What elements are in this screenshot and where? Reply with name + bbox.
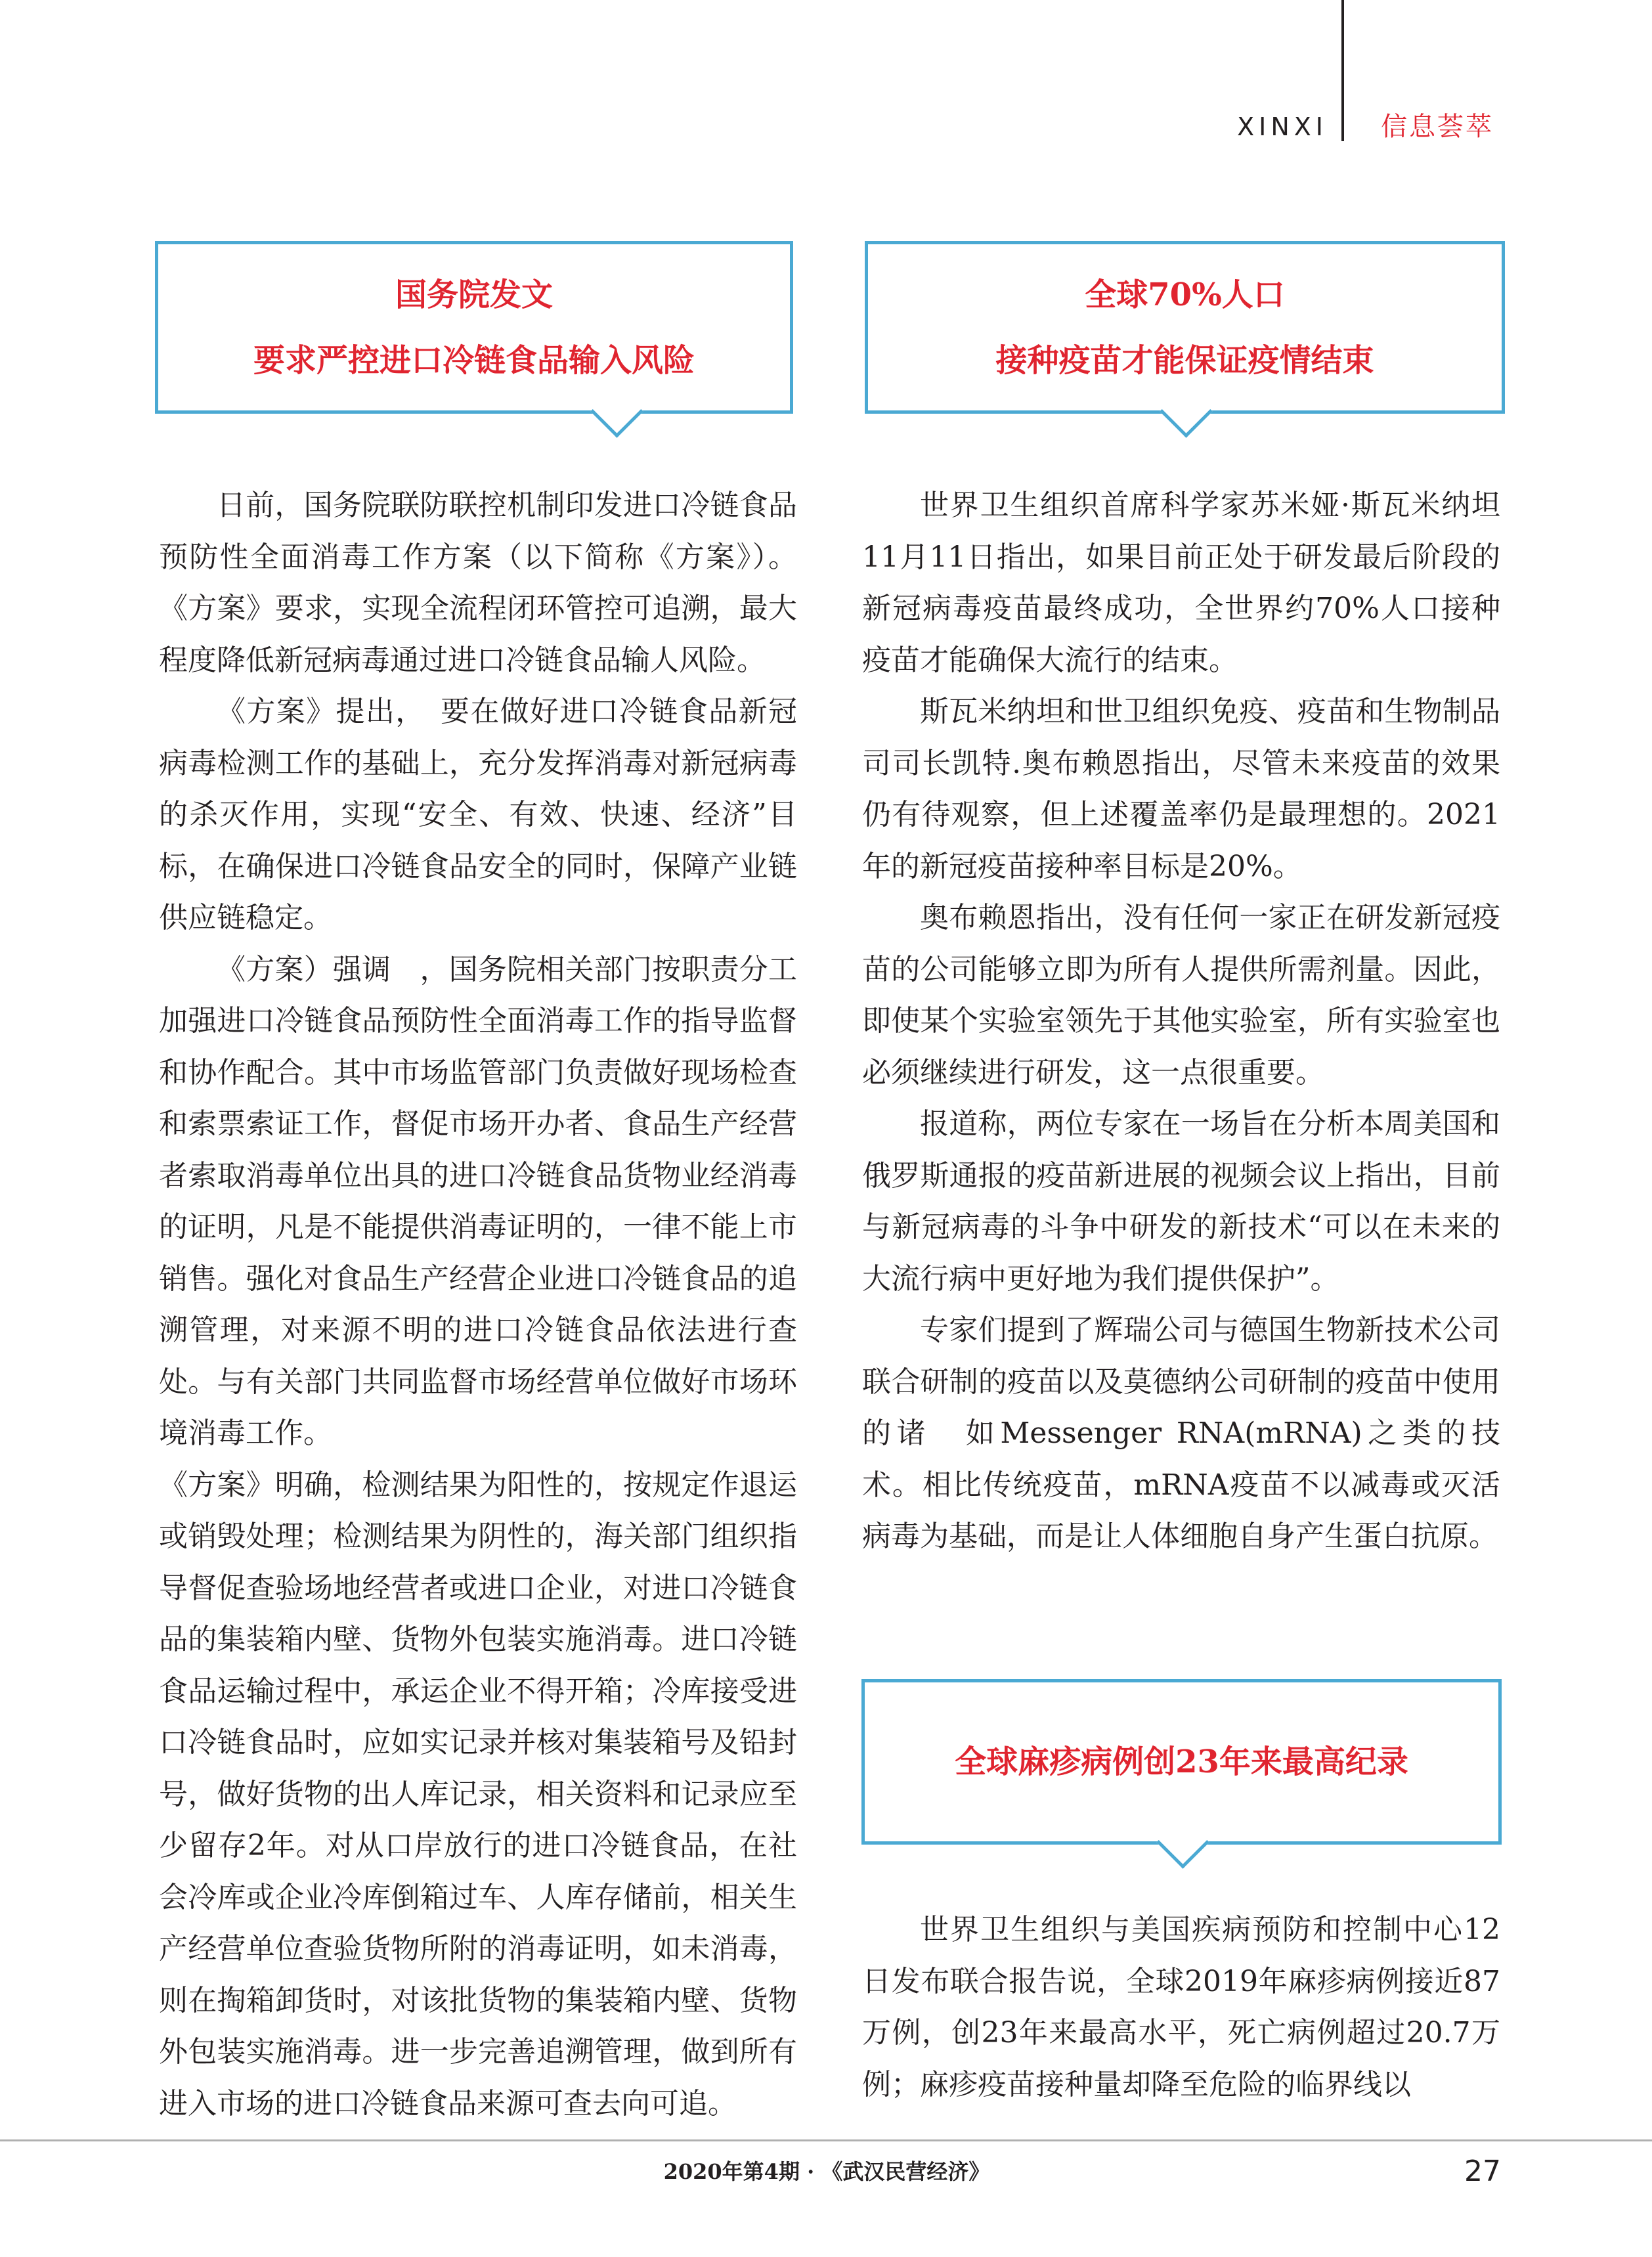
article-3-title: 全球麻疹病例创23年来最高纪录 [955, 1743, 1408, 1780]
header-divider [1341, 0, 1344, 141]
article-2-title-line-2: 接种疫苗才能保证疫情结束 [995, 341, 1374, 379]
title-box-pointer [1156, 1816, 1209, 1869]
article-2-title-box [865, 241, 1505, 414]
article-2-paragraph: 报道称，两位专家在一场旨在分析本周美国和俄罗斯通报的疫苗新进展的视频会议上指出，目前与新冠病毒的斗争中研发的新技术“可以在未来的大流行病中更好地为我们提供保护”。 [862, 1107, 1500, 1296]
article-2-paragraph: 专家们提到了辉瑞公司与德国生物新技术公司联合研制的疫苗以及莫德纳公司研制的疫苗中使用的诸 如Messenger RNA(mRNA)之类的技术。相比传统疫苗，mRNA疫苗不以减毒或灭活病毒为基础，而是让人体细胞自身产生蛋白抗原。 [862, 1313, 1500, 1553]
article-1-paragraph: 《方案》提出， 要在做好进口冷链食品新冠病毒检测工作的基础上，充分发挥消毒对新冠病毒的杀灭作用，实现“安全、有效、快速、经济”目标，在确保进口冷链食品安全的同时，保障产业链供应链稳定。 [159, 695, 797, 934]
article-2-title-line-1: 全球70%人口 [1085, 276, 1285, 313]
article-2-paragraph: 奥布赖恩指出，没有任何一家正在研发新冠疫苗的公司能够立即为所有人提供所需剂量。因此，即使某个实验室领先于其他实验室，所有实验室也必须继续进行研发，这一点很重要。 [862, 901, 1500, 1089]
article-2-paragraph: 斯瓦米纳坦和世卫组织免疫、疫苗和生物制品司司长凯特.奥布赖恩指出，尽管未来疫苗的效果仍有待观察，但上述覆盖率仍是最理想的。2021年的新冠疫苗接种率目标是20%。 [862, 695, 1501, 883]
article-2-body [862, 480, 1500, 1563]
article-1-title-box [155, 241, 793, 414]
article-1-paragraph: 日前，国务院联防联控机制印发进口冷链食品预防性全面消毒工作方案（以下简称《方案》）。《方案》要求，实现全流程闭环管控可追溯，最大程度降低新冠病毒通过进口冷链食品输人风险。 [159, 489, 797, 677]
page-number: 27 [1464, 2155, 1501, 2188]
section-label-en: XINXI [1237, 112, 1328, 141]
article-1-body [159, 480, 797, 2130]
article-1-title-line-1: 国务院发文 [395, 276, 553, 313]
section-label-cn: 信息荟萃 [1381, 112, 1494, 142]
article-3-body [862, 1904, 1500, 2111]
issue-info: 2020年第4期 · 《武汉民营经济》 [663, 2159, 990, 2184]
footer-rule [0, 2139, 1652, 2141]
article-3-paragraph: 世界卫生组织与美国疾病预防和控制中心12日发布联合报告说，全球2019年麻疹病例接近87万例，创23年来最高水平，死亡病例超过20.7万例；麻疹疫苗接种量却降至危险的临界线以 [862, 1913, 1500, 2101]
article-1-paragraph: 《方案》明确，检测结果为阳性的，按规定作退运或销毁处理；检测结果为阴性的，海关部门组织指导督促查验场地经营者或进口企业，对进口冷链食品的集装箱内壁、货物外包装实施消毒。进口冷链食品运输过程中，承运企业不得开箱；冷库接受进口冷链食品时，应如实记录并核对集装箱号及铅封号，做好货物的出人库记录，相关资料和记录应至少留存2年。对从口岸放行的进口冷链食品，在社会冷库或企业冷库倒箱过车、人库存储前，相关生产经营单位查验货物所附的消毒证明，如未消毒，则在掏箱卸货时，对该批货物的集装箱内壁、货物外包装实施消毒。进一步完善追溯管理，做到所有进入市场的进口冷链食品来源可查去向可追。 [159, 1468, 797, 2120]
article-3-title-box [861, 1679, 1502, 1845]
article-1-paragraph: 《方案）强调 ，国务院相关部门按职责分工加强进口冷链食品预防性全面消毒工作的指导监督和协作配合。其中市场监管部门负责做好现场检查和索票索证工作，督促市场开办者、食品生产经营者索取消毒单位出具的进口冷链食品货物业经消毒的证明，凡是不能提供消毒证明的，一律不能上市销售。强化对食品生产经营企业进口冷链食品的追溯管理，对来源不明的进口冷链食品依法进行查处。与有关部门共同监督市场经营单位做好市场环境消毒工作。 [159, 952, 797, 1450]
article-1-title-line-2: 要求严控进口冷链食品输入风险 [253, 341, 695, 379]
article-2-paragraph: 世界卫生组织首席科学家苏米娅·斯瓦米纳坦11月11日指出，如果目前正处于研发最后阶段的新冠病毒疫苗最终成功，全世界约70%人口接种疫苗才能确保大流行的结束。 [862, 489, 1500, 677]
